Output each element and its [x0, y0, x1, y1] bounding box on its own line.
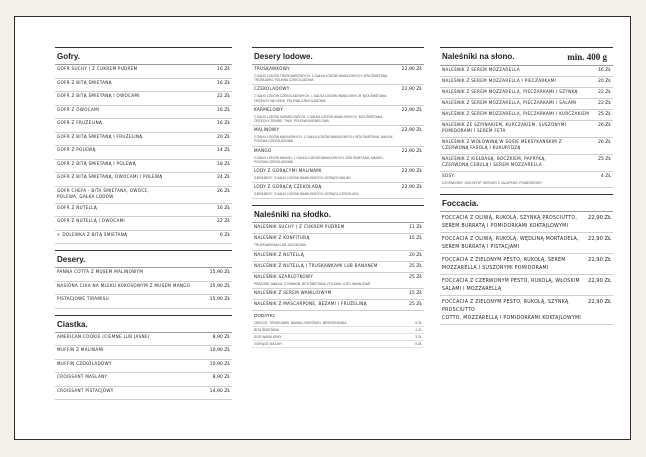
addition-item: [252, 334, 424, 341]
menu-item: [55, 187, 232, 204]
addition-price: 3 ZŁ: [415, 334, 422, 339]
menu-item: [252, 147, 424, 167]
menu-item: [55, 373, 232, 387]
item-description: CZOSNKOWY, 1000 WYSP, SEROWY Z JALAPENO, POMIDOROWY: [442, 181, 543, 185]
menu-item: [252, 251, 424, 262]
section-title: Ciastka.: [55, 315, 232, 333]
item-price: 22,90 ZŁ: [588, 215, 611, 222]
menu-item: [55, 146, 232, 160]
menu-item: [55, 231, 232, 245]
menu-item: [252, 65, 424, 85]
menu-item: [252, 85, 424, 105]
menu-item: [55, 65, 232, 79]
item-name: GOFR Z FRUŻELINĄ: [57, 121, 103, 126]
addition-item: [252, 327, 424, 334]
addition-item: [252, 320, 424, 327]
item-name: MUFFIN CZEKOLADOWY: [57, 361, 112, 367]
menu-sheet: [14, 16, 631, 440]
item-name: NALEŚNIK Z SEREM MOZZARELLA: [442, 68, 520, 73]
item-name: GOFR CHEFA - BITA ŚMIETANA, OWOCE, POLEWA, GAŁKA LODÓW: [57, 188, 150, 200]
item-price: 4 ZŁ: [600, 174, 611, 179]
menu-item: [55, 346, 232, 360]
item-name: CROISSANT PISTACJOWY: [57, 388, 114, 394]
item-price: 22 ZŁ: [216, 219, 230, 224]
menu-item: [55, 217, 232, 231]
item-name: NALEŚNIK Z SEREM MOZZARELLA, PIECZARKAMI I SZYNKĄ: [442, 90, 578, 95]
column-right: [440, 47, 613, 331]
item-price: 22,90 ZŁ: [588, 257, 611, 264]
item-name: NALEŚNIK ZE SZPINAKIEM, KURCZAKIEM, SUSZONYMI POMIDORAMI I SEREM FETA: [442, 123, 567, 134]
menu-item: [252, 106, 424, 126]
item-price: 26 ZŁ: [597, 123, 611, 128]
item-price: 26 ZŁ: [216, 188, 230, 194]
menu-item: [440, 155, 613, 172]
item-price: 15 ZŁ: [408, 236, 422, 242]
item-price: 22,90 ZŁ: [401, 107, 422, 113]
item-name: + DOLEWKA Z BITĄ ŚMIETANĄ: [57, 232, 128, 238]
item-description: 2 GAŁKI LODÓW MANGO, 1 GAŁKA LODÓW WANILIOWYCH, BITA ŚMIETANA, MANGO, POLEWA CZEKOLADOWA: [254, 155, 384, 164]
item-price: 6 ZŁ: [219, 232, 230, 238]
item-name: NALEŚNIK Z SEREM MOZZARELLA, PIECZARKAMI I KURCZAKIEM: [442, 112, 590, 117]
item-name: NALEŚNIK Z WOŁOWINĄ W SOSIE MEKSYKAŃSKIM Z CZERWONĄ FASOLĄ I KUKURYDZĄ: [442, 140, 562, 151]
item-name: GOFR Z BITĄ ŚMIETANĄ I OWOCAMI: [57, 94, 140, 99]
menu-item: [440, 254, 613, 275]
section-title: Gofry.: [55, 47, 232, 65]
additions-label: DODATKI:: [254, 312, 276, 318]
item-price: 14,90 ZŁ: [209, 388, 230, 394]
item-price: 24 ZŁ: [216, 175, 230, 180]
item-description: TRUSKAWKOWA LUB JAGODOWA: [254, 243, 306, 248]
item-name: SOSY:: [442, 174, 456, 179]
item-name: AMERICAN COOKIE (CIEMNE LUB JASNE): [57, 334, 150, 340]
menu-item: [55, 160, 232, 174]
addition-name: GORĄCE MALINY: [254, 341, 283, 346]
section-desery-lodowe: [252, 47, 424, 199]
item-price: 22,90 ZŁ: [401, 87, 422, 93]
item-price: 22,90 ZŁ: [401, 67, 422, 72]
item-price: 20 ZŁ: [216, 134, 230, 140]
item-price: 22,90 ZŁ: [401, 169, 422, 175]
item-price: 22,90 ZŁ: [588, 299, 611, 306]
item-price: 16 ZŁ: [216, 67, 230, 72]
item-price: 16 ZŁ: [216, 80, 230, 86]
item-description: PRAŻONE JABŁKA, CYNAMON, BITA ŚMIETANA, POLEWA, LODY WANILIOWE: [254, 281, 371, 286]
item-name: PISTACJOWE TIRAMISU: [57, 297, 109, 302]
item-name: FOCCACIA Z ZIELONYM PESTO, RUKOLĄ, SZYNKĄ PROSCIUTTO COTTO, MOZZARELLĄ I POMIDORKAMI KOKTAJLOWYMI: [442, 299, 582, 322]
item-price: 15,90 ZŁ: [209, 270, 230, 275]
menu-item: [55, 282, 232, 296]
item-name: NALEŚNIK Z MASCARPONE, BEZAMI I FRUŻELINĄ: [254, 301, 367, 307]
item-name: GOFR Z BITĄ ŚMIETANĄ: [57, 80, 112, 86]
item-price: 16 ZŁ: [216, 107, 230, 113]
item-price: 22 ZŁ: [597, 101, 611, 106]
item-price: 22 ZŁ: [597, 90, 611, 95]
item-price: 10,90 ZŁ: [209, 361, 230, 367]
item-price: 20 ZŁ: [408, 252, 422, 258]
item-name: CROISSANT MAŚLANY: [57, 375, 108, 380]
item-price: 10,90 ZŁ: [209, 348, 230, 353]
item-name: NALEŚNIK SZARLOTKOWY: [254, 274, 314, 280]
item-name: GOFR Z BITĄ ŚMIETANĄ, OWOCAMI I POLEWĄ: [57, 175, 163, 180]
item-name: NASIONA CHIA NA MLEKU KOKOSOWYM Z MUSEM MANGO: [57, 283, 191, 289]
section-desery: [55, 250, 232, 309]
menu-item: [440, 233, 613, 254]
item-price: 16 ZŁ: [597, 68, 611, 73]
menu-item: [440, 212, 613, 233]
section-ciastka: [55, 315, 232, 401]
menu-item: [55, 119, 232, 133]
item-name: NALEŚNIK Z NUTELLĄ: [254, 252, 305, 258]
item-description: 3 MINI BEZY, 3 GAŁKI LODÓW WANILIOWYCH, GORĄCE MALINY: [254, 176, 352, 181]
menu-item: [55, 106, 232, 120]
item-name: FOCCACIA Z OLIWĄ, RUKOLĄ, SZYNKĄ PROSCIUTTO, SEREM BURRATĄ I POMIDORKAMI KOKTAJLOWYMI: [442, 215, 578, 230]
item-name: FOCCACIA Z ZIELONYM PESTO, RUKOLĄ, SEREM MOZZARELLA I SUSZONYMI POMIDORAMI: [442, 257, 566, 272]
column-left: [55, 47, 232, 406]
item-name: MALINOWY: [254, 128, 280, 134]
menu-item: [55, 92, 232, 106]
menu-item: [55, 333, 232, 347]
item-price: 25 ZŁ: [408, 274, 422, 280]
item-name: GOFR SUCHY | Z CUKREM PUDREM: [57, 67, 138, 72]
menu-item: [252, 223, 424, 234]
menu-item: [440, 66, 613, 77]
menu-item: [440, 88, 613, 99]
item-description: 2 GAŁKI LODÓW MALINOWYCH, 1 GAŁKA LODÓW WANILIOWYCH, BITA ŚMIETANA, MALINY, POLEWA CZEKOLADOWA: [254, 135, 394, 144]
addition-name: OWOCE: TRUSKAWKI, BANAN, BORÓWKI, BRZOSKWINIA: [254, 320, 347, 325]
menu-item: [440, 121, 613, 138]
section-title: Foccacia.: [440, 194, 613, 212]
item-name: FOCCACIA Z CZERWONYM PESTO, RUKOLĄ, WŁOSKIM SALAMI I MOZZARELLĄ: [442, 278, 580, 293]
item-name: GOFR Z BITĄ ŚMIETANĄ I FRUŻELINĄ: [57, 134, 143, 140]
item-price: 16 ZŁ: [216, 121, 230, 126]
addition-name: SOS WANILIOWY: [254, 334, 282, 339]
column-middle: [252, 47, 424, 354]
menu-item: [55, 79, 232, 93]
item-price: 25 ZŁ: [597, 157, 611, 162]
item-price: 22 ZŁ: [216, 94, 230, 99]
menu-item: [55, 295, 232, 309]
item-price: 11 ZŁ: [408, 225, 422, 231]
item-name: NALEŚNIK Z SEREM WANILIOWYM: [254, 290, 332, 296]
addition-price: 4 ZŁ: [415, 327, 422, 332]
menu-item: [252, 289, 424, 300]
item-name: LODY Z GORĄCYMI MALINAMI: [254, 169, 322, 175]
item-price: 20 ZŁ: [597, 79, 611, 84]
item-name: NALEŚNIK Z KIEŁBASĄ, BOCZKIEM, PAPRYKĄ, CZERWONĄ CEBULĄ I SEREM MOZZARELLA: [442, 157, 547, 168]
item-price: 16 ZŁ: [216, 205, 230, 211]
additions-list: [252, 320, 424, 348]
item-price: 8,90 ZŁ: [212, 334, 230, 340]
menu-item: [440, 172, 613, 188]
min-weight-label: min. 400 g: [567, 52, 607, 62]
section-title: Naleśniki na słono. min. 400 g: [440, 47, 613, 66]
item-description: 2 GAŁKI LODÓW TRUSKAWKOWYCH, 1 GAŁKA LODÓW WANILIOWYCH, BITA ŚMIETANA, TRUSKAWKI, POLEWA CZEKOLADOWA: [254, 74, 389, 83]
item-description: 3 MINI BEZY, 3 GAŁKI LODÓW WANILIOWYCH, GORĄCA CZEKOLADA: [254, 192, 359, 197]
menu-item: [252, 262, 424, 273]
item-name: GOFR Z NUTELLĄ: [57, 205, 98, 211]
section-nalesniki-slodko: [252, 205, 424, 347]
menu-item: [440, 110, 613, 121]
item-price: 15 ZŁ: [408, 290, 422, 296]
menu-item: [55, 387, 232, 401]
item-price: 14 ZŁ: [216, 148, 230, 153]
item-name: NALEŚNIK Z SEREM MOZZARELLA, PIECZARKAMI I SALAMI: [442, 101, 577, 106]
menu-item: [440, 296, 613, 325]
item-price: 22,90 ZŁ: [588, 236, 611, 243]
menu-item: [55, 173, 232, 187]
addition-item: [252, 341, 424, 348]
item-price: 22,90 ZŁ: [401, 128, 422, 134]
item-description: 2 GAŁKI LODÓW CZEKOLADOWYCH, 1 GAŁKA LODÓW WANILIOWYCH, BITA ŚMIETANA, ORZECHY WŁOSKIE, POLEWA CZEKOLADOWA: [254, 94, 388, 103]
menu-item: [55, 204, 232, 218]
section-title: Naleśniki na słodko.: [252, 205, 424, 223]
menu-item: [440, 77, 613, 88]
item-price: 8,90 ZŁ: [212, 375, 230, 380]
item-name: CZEKOLADOWY: [254, 87, 290, 93]
section-foccacia: [440, 194, 613, 325]
item-price: 15,90 ZŁ: [209, 297, 230, 302]
addition-price: 5 ZŁ: [415, 341, 422, 346]
menu-item: [252, 126, 424, 146]
item-name: TRUSKAWKOWY: [254, 67, 290, 72]
item-name: GOFR Z NUTELLĄ I OWOCAMI: [57, 219, 125, 224]
menu-item: [252, 234, 424, 250]
menu-item: [440, 99, 613, 110]
menu-item: [440, 275, 613, 296]
section-nalesniki-slono: [440, 47, 613, 188]
menu-item: [252, 167, 424, 183]
item-name: GOFR Z OWOCAMI: [57, 107, 100, 113]
menu-item: [252, 183, 424, 199]
item-name: MUFFIN Z MALINAMI: [57, 348, 104, 353]
menu-item: [440, 138, 613, 155]
item-name: NALEŚNIK Z SEREM MOZZARELLA I PIECZARKAMI: [442, 79, 556, 84]
item-price: 15,90 ZŁ: [209, 283, 230, 289]
addition-price: 6 ZŁ: [415, 320, 422, 325]
item-name: MANGO: [254, 148, 272, 154]
item-price: 26 ZŁ: [597, 140, 611, 145]
section-title: Desery lodowe.: [252, 47, 424, 65]
item-name: GOFR Z POLEWĄ: [57, 148, 96, 153]
menu-item: [55, 360, 232, 374]
item-name: LODY Z GORĄCĄ CZEKOLADĄ: [254, 185, 322, 191]
item-name: NALEŚNIK Z KONFITURĄ: [254, 236, 310, 242]
section-title: Desery.: [55, 250, 232, 268]
section-gofry: [55, 47, 232, 244]
item-price: 22,90 ZŁ: [588, 278, 611, 285]
item-name: PANNA COTTA Z MUSEM MALINOWYM: [57, 270, 144, 275]
item-name: FOCCACIA Z OLIWĄ, RUKOLĄ, WĘDLINĄ MORTADELA, SEREM BURRATĄ I PISTACJAMI: [442, 236, 579, 251]
item-price: 22,90 ZŁ: [401, 185, 422, 191]
item-name: NALEŚNIK Z NUTELLĄ I TRUSKAWKAMI LUB BANANEM: [254, 263, 378, 269]
item-name: KARMELOWY: [254, 107, 284, 113]
item-name: GOFR Z BITĄ ŚMIETANĄ I POLEWĄ: [57, 161, 136, 167]
menu-item: [252, 273, 424, 289]
menu-item: [252, 300, 424, 311]
menu-item: [55, 133, 232, 147]
menu-item: [55, 268, 232, 282]
addition-name: BITA ŚMIETANA: [254, 327, 280, 332]
item-name: NALEŚNIK SUCHY | Z CUKREM PUDREM: [254, 225, 345, 231]
item-price: 25 ZŁ: [597, 112, 611, 117]
item-price: 22,90 ZŁ: [401, 148, 422, 154]
item-price: 25 ZŁ: [408, 263, 422, 269]
item-price: 25 ZŁ: [408, 301, 422, 307]
item-price: 18 ZŁ: [216, 161, 230, 167]
item-description: 2 GAŁKI LODÓW KARMELOWYCH, 1 GAŁKA LODÓW WANILIOWYCH, BITA ŚMIETANA, ORZECHY ZIEMNE, TWIX, POLEWA KARMELOWA: [254, 114, 384, 124]
